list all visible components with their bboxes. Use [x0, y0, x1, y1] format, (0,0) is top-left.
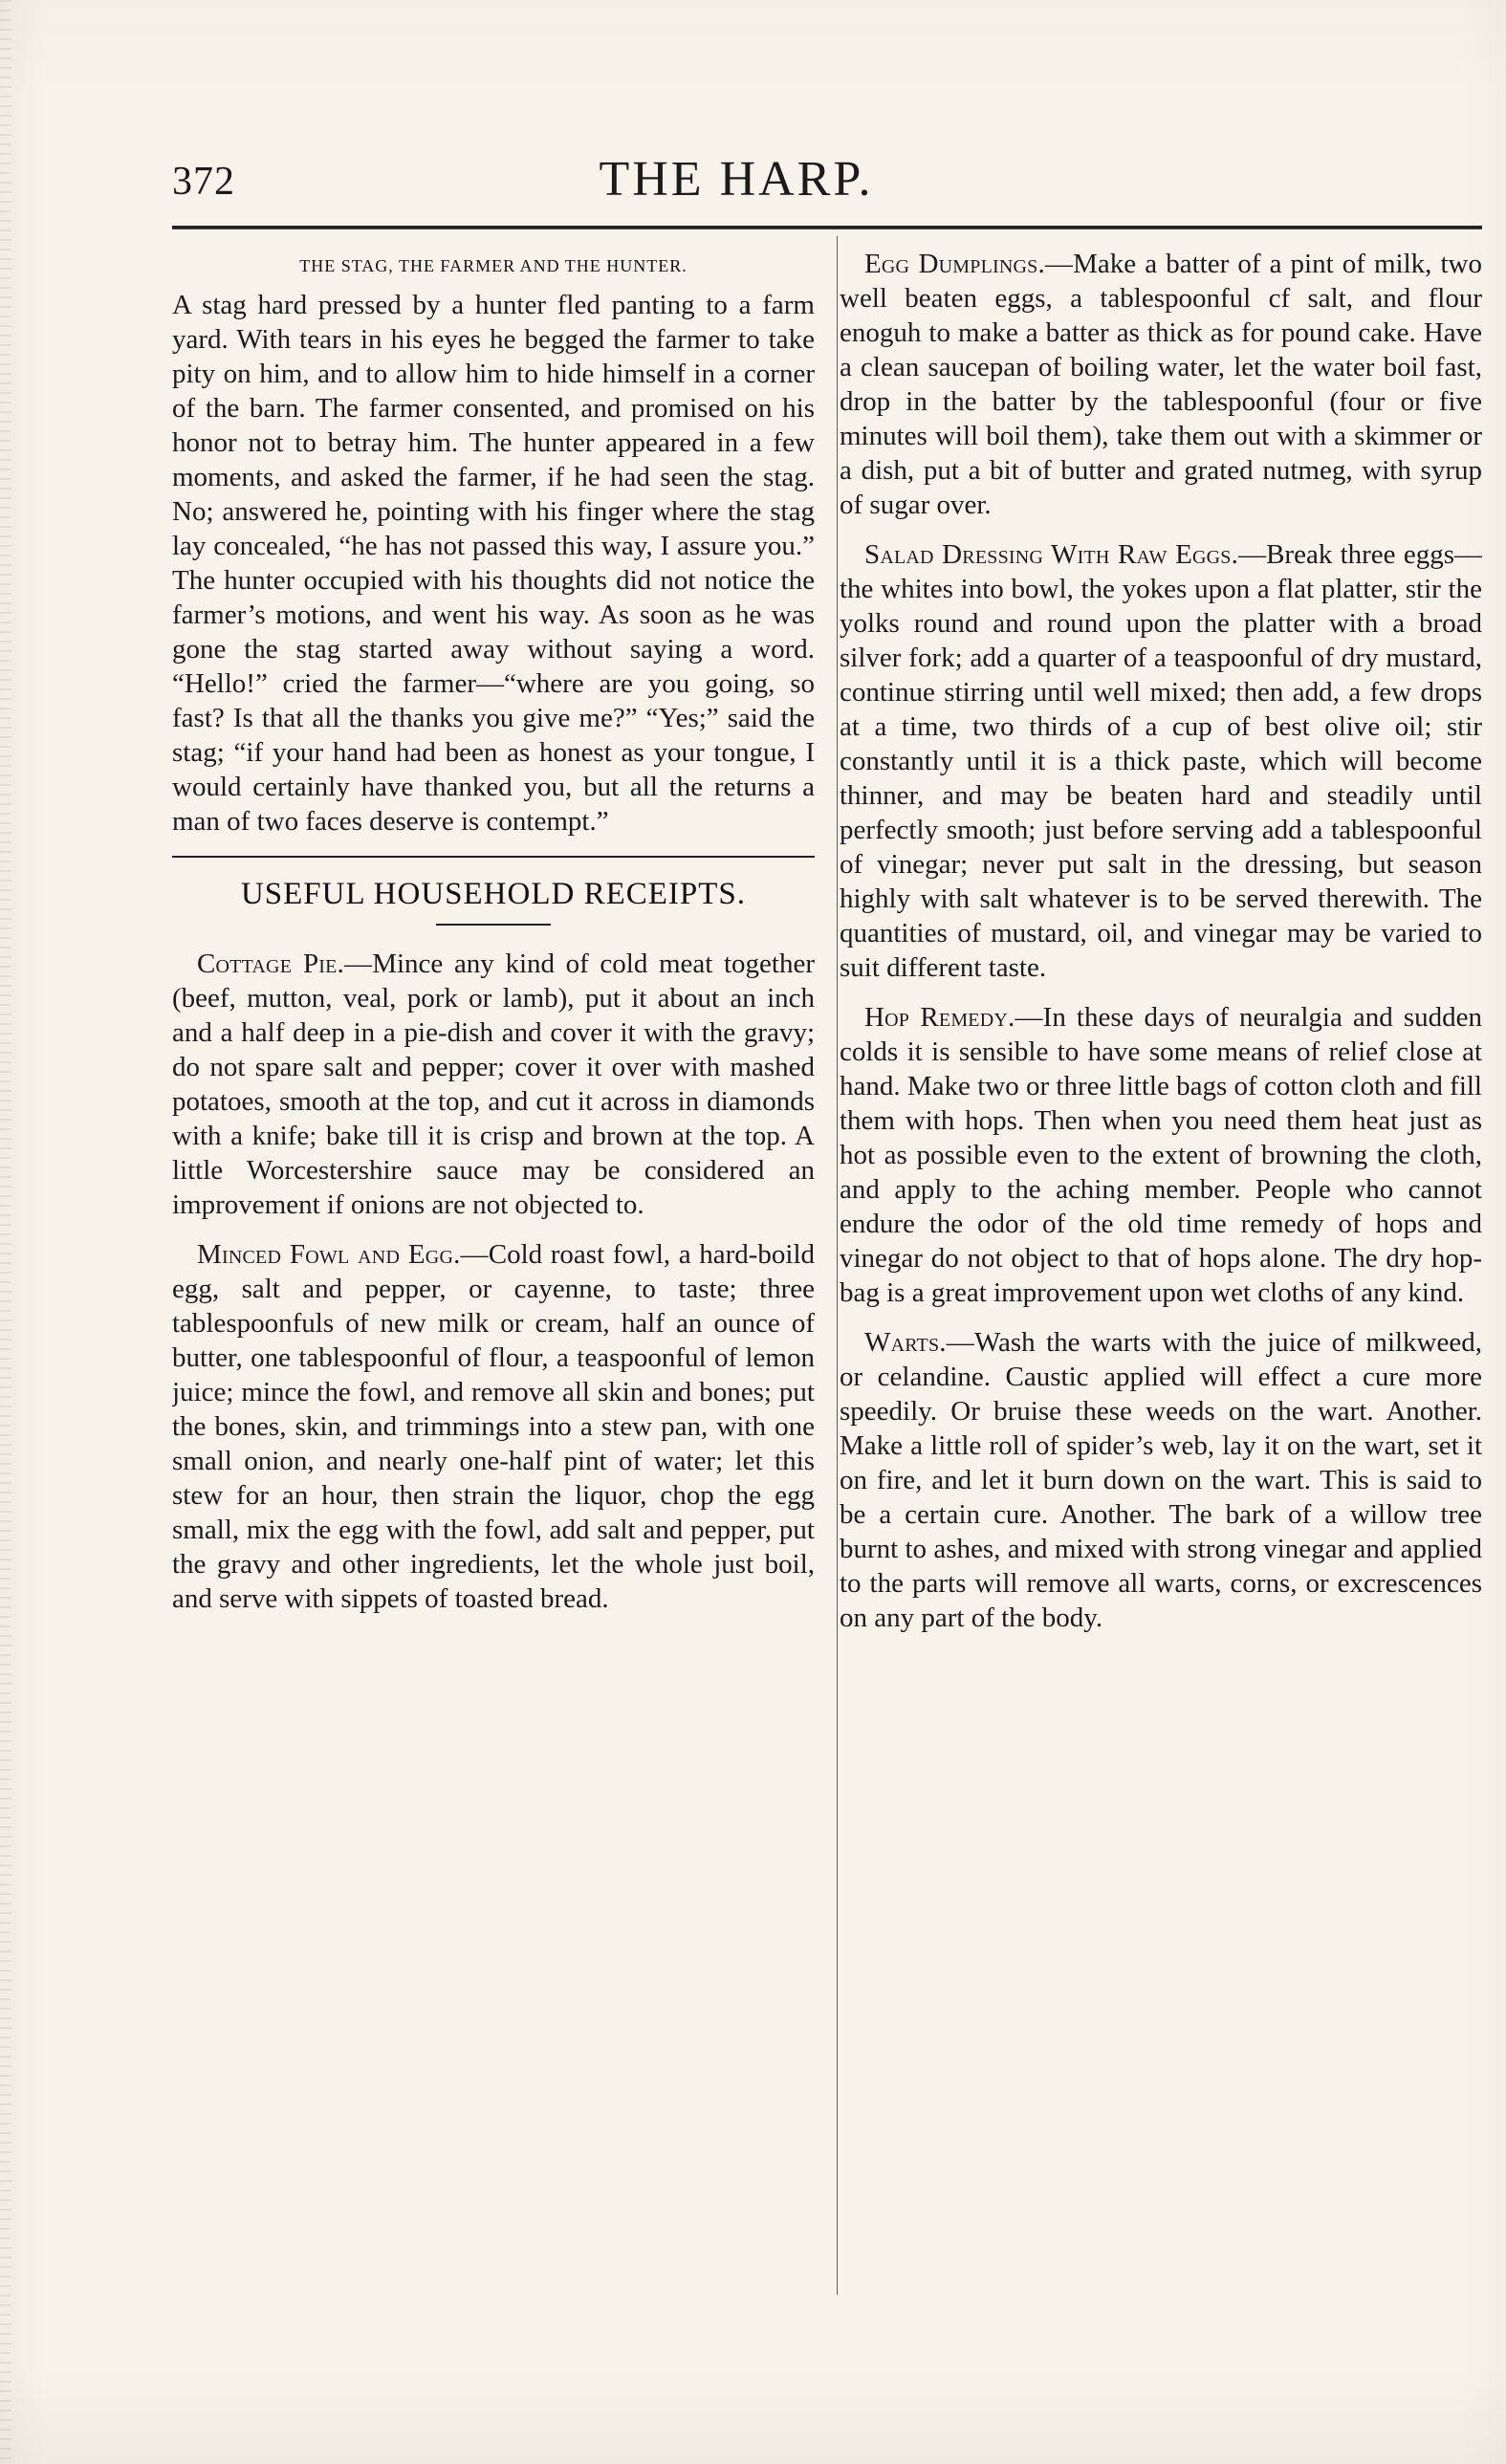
egg-dumplings-text: Make a batter of a pint of milk, two well beaten eggs, a tablespoonful cf salt, and flour enoguh to make a batter as thick as for pound cake. Have a clean saucepan of boiling water, let the water boil fast, drop in the batter by the tablespoonful (four or five minutes will boil them), take them out with a skimmer or a dish, put a bit of butter and grated nutmeg, with syrup of sugar over. [840, 249, 1482, 520]
salad-dressing-paragraph [840, 537, 1482, 985]
minced-fowl-paragraph [172, 1237, 815, 1616]
page-number: 372 [172, 160, 235, 204]
story-title: THE STAG, THE FARMER AND THE HUNTER. [299, 256, 688, 275]
hop-remedy-paragraph [840, 1000, 1482, 1310]
cottage-pie-title: Cottage Pie.— [197, 949, 373, 979]
salad-dressing-title: Salad Dressing With Raw Eggs. [864, 539, 1239, 570]
section-title: USEFUL HOUSEHOLD RECEIPTS. [240, 877, 747, 911]
minced-fowl-text: Cold roast fowl, a hard-boild egg, salt and pepper, or cayenne, to taste; three tablespoonfuls of new milk or cream, half an ounce of butter, one tablespoonful of flour, a teaspoonful of lemon juice; mince the fowl, and remove all skin and bones; put the bones, skin, and trimmings into a stew pan, with one small onion, and nearly one-half pint of water; let this stew for an hour, then strain the liquor, chop the egg small, mix the egg with the fowl, add salt and pepper, put the gravy and other ingredients, let the whole just boil, and serve with sippets of toasted bread. [172, 1239, 815, 1614]
egg-dumplings-title: Egg Dumplings.— [864, 249, 1074, 279]
story-paragraph: A stag hard pressed by a hunter fled panting to a farm yard. With tears in his eyes he begged the farmer to take pity on him, and to allow him to hide himself in a corner of the barn. The farmer consented, and promised on his honor not to betray him. The hunter appeared in a few moments, and asked the farmer, if he had seen the stag. No; answered he, pointing with his finger where the stag lay concealed, “he has not passed this way, I assure you.” The hunter occupied with his thoughts did not notice the farmer’s motions, and went his way. As soon as he was gone the stag started away without saying a word. “Hello!” cried the farmer—“where are you going, so fast? Is that all the thanks you give me?” “Yes;” said the stag; “if your hand had been as honest as your tongue, I would certainly have thanked you, but all the returns a man of two faces deserve is contempt.” [172, 290, 815, 837]
journal-title: THE HARP. [599, 152, 874, 207]
right-column [840, 247, 1482, 2302]
salad-dressing-text: —Break three eggs—the whites into bowl, the yokes upon a flat platter, stir the yolks round and round upon the platter with a broad silver fork; add a quarter of a teaspoonful of dry mustard, continue stirring until well mixed; then add, a few drops at a time, two thirds of a cup of best olive oil; stir constantly until it is a thick paste, which will become thinner, and may be beaten hard and steadily until perfectly smooth; just before serving add a tablespoonful of vinegar; never put salt in the dressing, but season highly with salt whatever is to be served therewith. The quantities of mustard, oil, and vinegar may be varied to suit different taste. [840, 539, 1482, 983]
section-rule-top [172, 856, 815, 858]
warts-paragraph [840, 1325, 1482, 1635]
header-rule [172, 226, 1482, 229]
warts-title: Warts.— [864, 1327, 974, 1358]
egg-dumplings-paragraph [840, 247, 1482, 522]
hop-remedy-text: In these days of neuralgia and sudden colds it is sensible to have some means of relief close at hand. Make two or three little bags of cotton cloth and fill them with hops. Then when you need them heat just as hot as possible even to the extent of browning the cloth, and apply to the aching member. People who cannot endure the odor of the old time remedy of hops and vinegar do not object to that of hops alone. The dry hop-bag is a great improvement upon wet cloths of any kind. [840, 1002, 1482, 1308]
left-column [172, 247, 815, 2302]
warts-text: Wash the warts with the juice of milkweed, or celandine. Caustic applied will effect a cure more speedily. Or bruise these weeds on the wart. Another. Make a little roll of spider’s web, lay it on the wart, set it on fire, and let it burn down on the wart. This is said to be a certain cure. Another. The bark of a willow tree burnt to ashes, and mixed with strong vinegar and applied to the parts will remove all warts, corns, or excrescences on any part of the body. [840, 1327, 1482, 1633]
page-header [172, 151, 1300, 218]
page-binding-edge [0, 0, 11, 2464]
cottage-pie-paragraph [172, 947, 815, 1222]
minced-fowl-title: Minced Fowl and Egg.— [197, 1239, 489, 1270]
hop-remedy-title: Hop Remedy.— [864, 1002, 1043, 1033]
column-divider [837, 236, 838, 2295]
section-rule-short [436, 924, 551, 926]
cottage-pie-text: Mince any kind of cold meat together (beef, mutton, veal, pork or lamb), put it about an inch and a half deep in a pie-dish and cover it with the gravy; do not spare salt and pepper; cover it over with mashed potatoes, smooth at the top, and cut it across in diamonds with a knife; bake till it is crisp and brown at the top. A little Worcestershire sauce may be considered an improvement if onions are not objected to. [172, 949, 815, 1220]
